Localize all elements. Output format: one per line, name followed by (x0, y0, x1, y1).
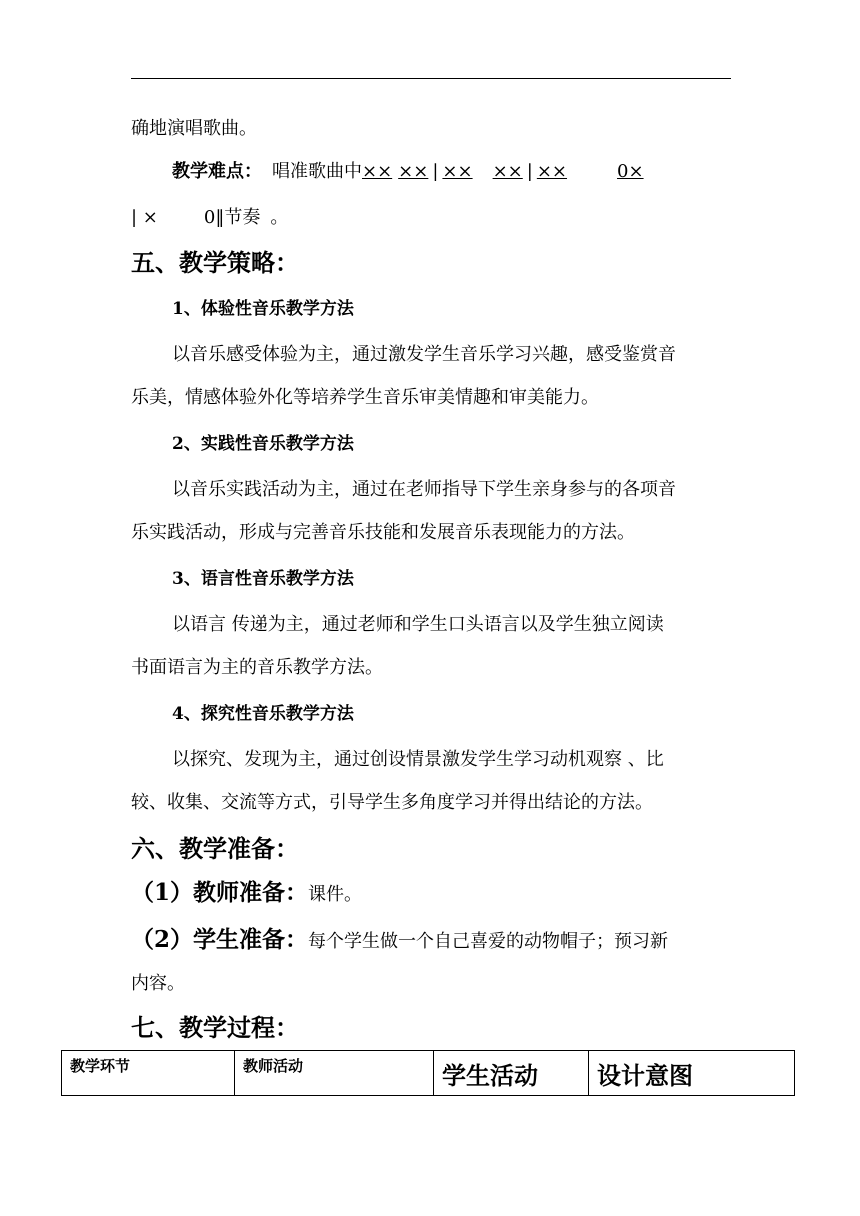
strategy-4-line-1: 以探究、发现为主，通过创设情景激发学生学习动机观察 、比 (172, 749, 664, 770)
rhythm-1: ×× (362, 161, 393, 182)
student-prep-label: （2）学生准备： (131, 926, 309, 953)
rhythm-end: 。 (270, 207, 289, 228)
difficulty-label: 教学难点： (172, 161, 262, 182)
header-rule (131, 78, 731, 79)
process-table (61, 1050, 795, 1096)
teacher-prep-text: 课件。 (308, 884, 363, 905)
col-header-student: 学生活动 (434, 1051, 589, 1096)
strategy-1-line-1: 以音乐感受体验为主，通过激发学生音乐学习兴趣，感受鉴赏音 (172, 344, 676, 365)
teacher-prep-label: （1）教师准备： (131, 879, 309, 906)
rhythm-8: 0‖节奏 (203, 207, 261, 228)
strategy-4-title: 4、探究性音乐教学方法 (172, 704, 354, 724)
rhythm-2: ×× (398, 161, 429, 182)
strategy-3-line-1: 以语言 传递为主，通过老师和学生口头语言以及学生独立阅读 (172, 614, 664, 635)
difficulty-line-1 (172, 160, 792, 184)
col-header-intent: 设计意图 (589, 1051, 795, 1096)
section-7-title: 七、教学过程： (131, 1013, 299, 1042)
rhythm-3: ×× (442, 161, 473, 182)
rhythm-7: | × (131, 207, 158, 228)
difficulty-line-2 (131, 206, 751, 230)
strategy-3-title: 3、语言性音乐教学方法 (172, 569, 354, 589)
col-header-stage: 教学环节 (62, 1051, 235, 1096)
bar-line-2: | (526, 161, 533, 182)
difficulty-prefix: 唱准歌曲中 (272, 161, 362, 182)
col-header-teacher: 教师活动 (235, 1051, 434, 1096)
section-6-title: 六、教学准备： (131, 834, 299, 863)
student-prep-text-2: 内容。 (131, 973, 185, 994)
rhythm-6: 0× (617, 161, 644, 182)
strategy-3-line-2: 书面语言为主的音乐教学方法。 (131, 657, 383, 678)
strategy-4-line-2: 较、收集、交流等方式，引导学生多角度学习并得出结论的方法。 (131, 792, 653, 813)
strategy-2-line-1: 以音乐实践活动为主，通过在老师指导下学生亲身参与的各项音 (172, 479, 676, 500)
student-prep (131, 925, 668, 957)
strategy-2-title: 2、实践性音乐教学方法 (172, 434, 354, 454)
strategy-2-line-2: 乐实践活动，形成与完善音乐技能和发展音乐表现能力的方法。 (131, 522, 635, 543)
strategy-1-title: 1、体验性音乐教学方法 (172, 299, 354, 319)
section-5-title: 五、教学策略： (131, 248, 299, 277)
bar-line-1: | (432, 161, 439, 182)
student-prep-text: 每个学生做一个自己喜爱的动物帽子；预习新 (308, 931, 669, 952)
teacher-prep (131, 878, 362, 910)
rhythm-4: ×× (492, 161, 523, 182)
intro-tail: 确地演唱歌曲。 (131, 118, 257, 139)
rhythm-5: ×× (536, 161, 568, 182)
table-header-row (62, 1051, 795, 1096)
strategy-1-line-2: 乐美，情感体验外化等培养学生音乐审美情趣和审美能力。 (131, 387, 599, 408)
